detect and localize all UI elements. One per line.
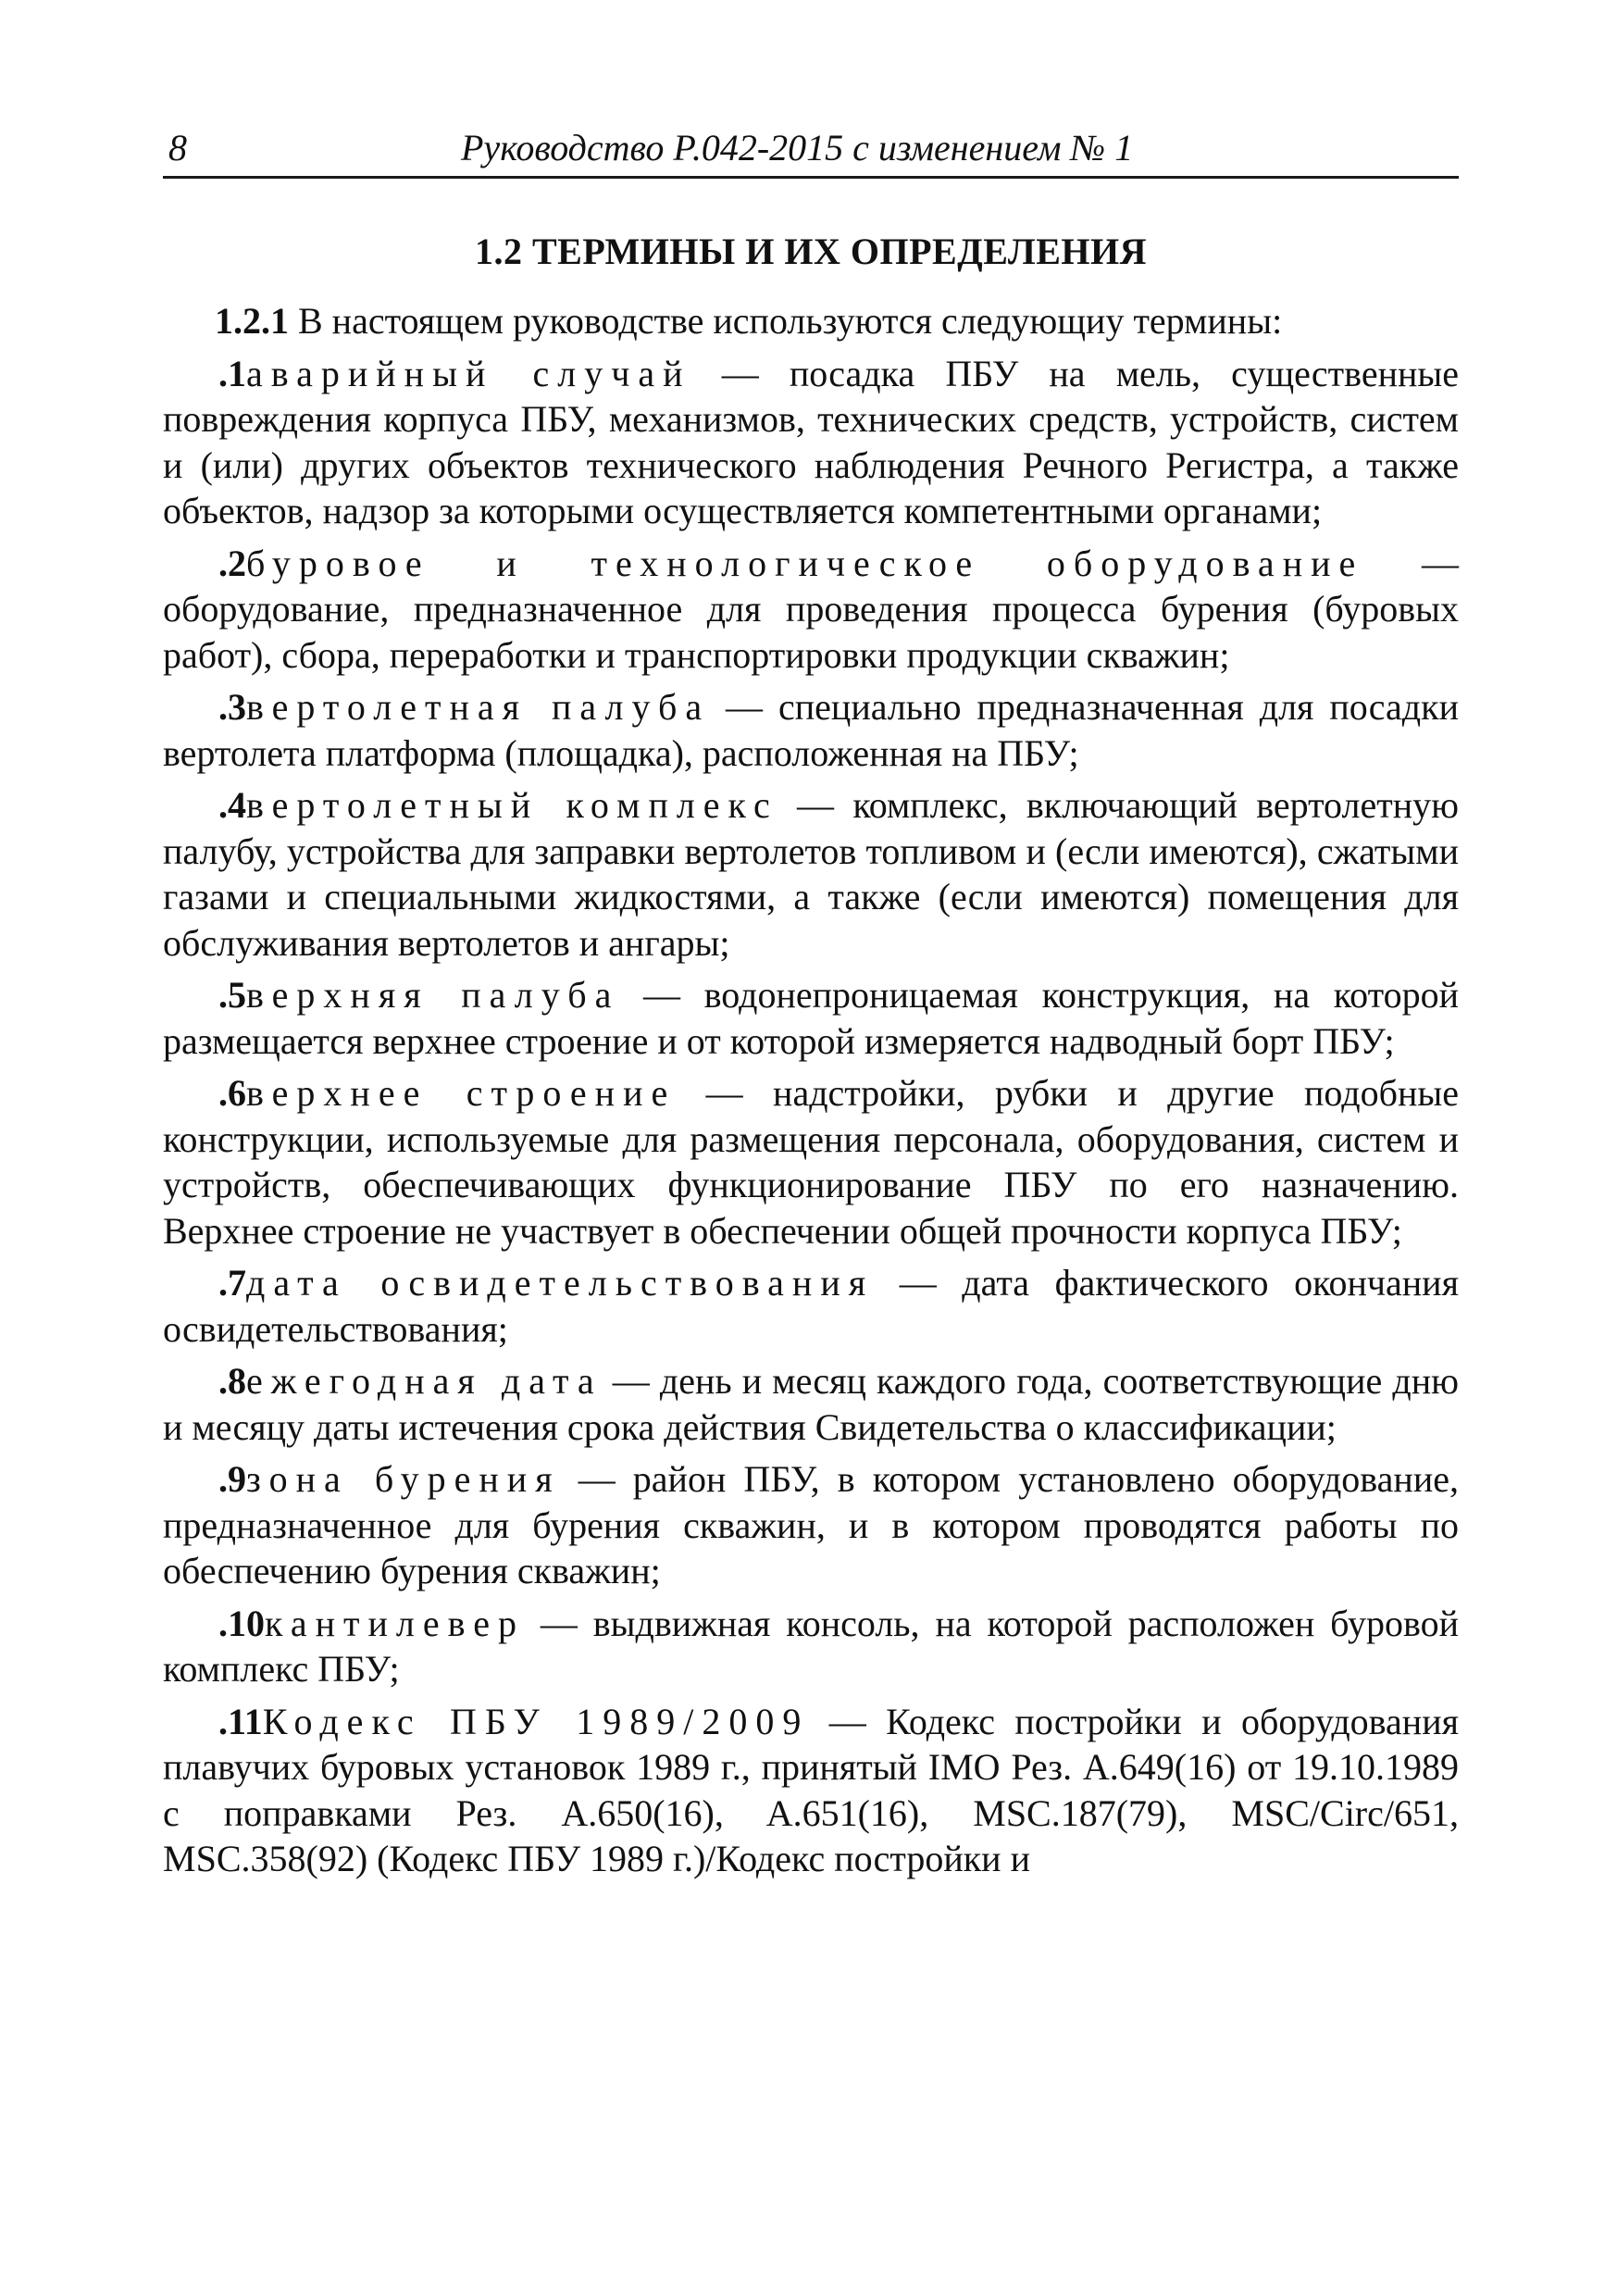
definition: — дата фактического окончания освидетельствования; — [163, 1262, 1459, 1350]
term: Кодекс ПБУ 1989/2009 — [262, 1700, 810, 1742]
definition: — выдвижная консоль, на которой расположен буровой комплекс ПБУ; — [163, 1602, 1459, 1690]
term: аварийный случай — [246, 352, 691, 394]
item-number: .4 — [218, 784, 246, 826]
definition: — посадка ПБУ на мель, существенные повреждения корпуса ПБУ, механизмов, технических средств, устройств, систем и (или) других объектов технического наблюдения Речного Регистра, а также объектов, надзор за которыми осуществляется компетентными органами; — [163, 352, 1460, 531]
item-number: .2 — [218, 542, 246, 584]
definition: — водонепроницаемая конструкция, на которой размещается верхнее строение и от которой измеряется надводный борт ПБУ; — [163, 974, 1459, 1062]
term: вертолетная палуба — [246, 686, 711, 728]
definition-item — [163, 1456, 1459, 1594]
definition-item — [163, 1601, 1459, 1692]
definition: — специально предназначенная для посадки вертолета платформа (площадка), расположенная на ПБУ; — [163, 686, 1459, 774]
item-number: .7 — [218, 1262, 246, 1304]
definition: — район ПБУ, в котором установлено оборудование, предназначенное для бурения скважин, и в котором проводятся работы по обеспечению бурения скважин; — [163, 1458, 1459, 1591]
item-number: .1 — [218, 352, 246, 394]
term: кантилевер — [265, 1602, 525, 1644]
running-header — [163, 124, 1459, 179]
definition: — Кодекс постройки и оборудования плавучих буровых установок 1989 г., принятый IMO Рез. A.649(16) от 19.10.1989 с поправками Рез. A.650(16), A.651(16), MSC.187(79), MSC/Circ/651, MSC.358(92) (Кодекс ПБУ 1989 г.)/Кодекс постройки и — [163, 1700, 1459, 1879]
definition-item — [163, 1358, 1459, 1450]
term: зона бурения — [246, 1458, 561, 1500]
definition-item — [163, 1070, 1459, 1254]
definition: — комплекс, включающий вертолетную палубу, устройства для заправки вертолетов топливом и (если имеются), сжатыми газами и специальными жидкостями, а также (если имеются) помещения для обслуживания вертолетов и ангары; — [163, 784, 1459, 964]
clause-number: 1.2.1 — [215, 300, 289, 342]
page-number: 8 — [168, 127, 187, 168]
item-number: .11 — [218, 1700, 263, 1742]
definition: — надстройки, рубки и другие подобные конструкции, используемые для размещения персонала, оборудования, систем и устройств, обеспечивающих функционирование ПБУ по его назначению. Верхнее строение не участвует в обеспечении общей прочности корпуса ПБУ; — [163, 1072, 1459, 1252]
definition-item — [163, 1260, 1459, 1352]
item-number: .5 — [218, 974, 246, 1016]
section-title: 1.2 ТЕРМИНЫ И ИХ ОПРЕДЕЛЕНИЯ — [474, 231, 1147, 272]
body-text — [163, 298, 1459, 1889]
definition-item — [163, 684, 1459, 776]
term: буровое и технологическое оборудование — [246, 542, 1364, 584]
intro-text: В настоящем руководстве используются следующиу термины: — [289, 300, 1283, 342]
item-number: .10 — [218, 1602, 265, 1644]
definition-item — [163, 782, 1459, 966]
definition-item — [163, 1699, 1459, 1882]
definition-item — [163, 972, 1459, 1064]
term: дата освидетельствования — [246, 1262, 875, 1304]
term: верхнее строение — [246, 1072, 677, 1114]
running-title: Руководство Р.042-2015 с изменением № 1 — [461, 127, 1134, 168]
item-number: .3 — [218, 686, 246, 728]
term: ежегодная дата — [246, 1360, 603, 1402]
item-number: .8 — [218, 1360, 246, 1402]
intro-paragraph — [163, 298, 1459, 344]
item-number: .6 — [218, 1072, 246, 1114]
definition-item — [163, 541, 1459, 679]
definition: — оборудование, предназначенное для проведения процесса бурения (буровых работ), сбора, переработки и транспортировки продукции скважин; — [163, 542, 1459, 676]
term: вертолетный комплекс — [246, 784, 778, 826]
definition: — день и месяц каждого года, соответствующие дню и месяцу даты истечения срока действия Свидетельства о классификации; — [163, 1360, 1459, 1448]
term: верхняя палуба — [246, 974, 620, 1016]
definition-item — [163, 351, 1459, 534]
item-number: .9 — [218, 1458, 246, 1500]
